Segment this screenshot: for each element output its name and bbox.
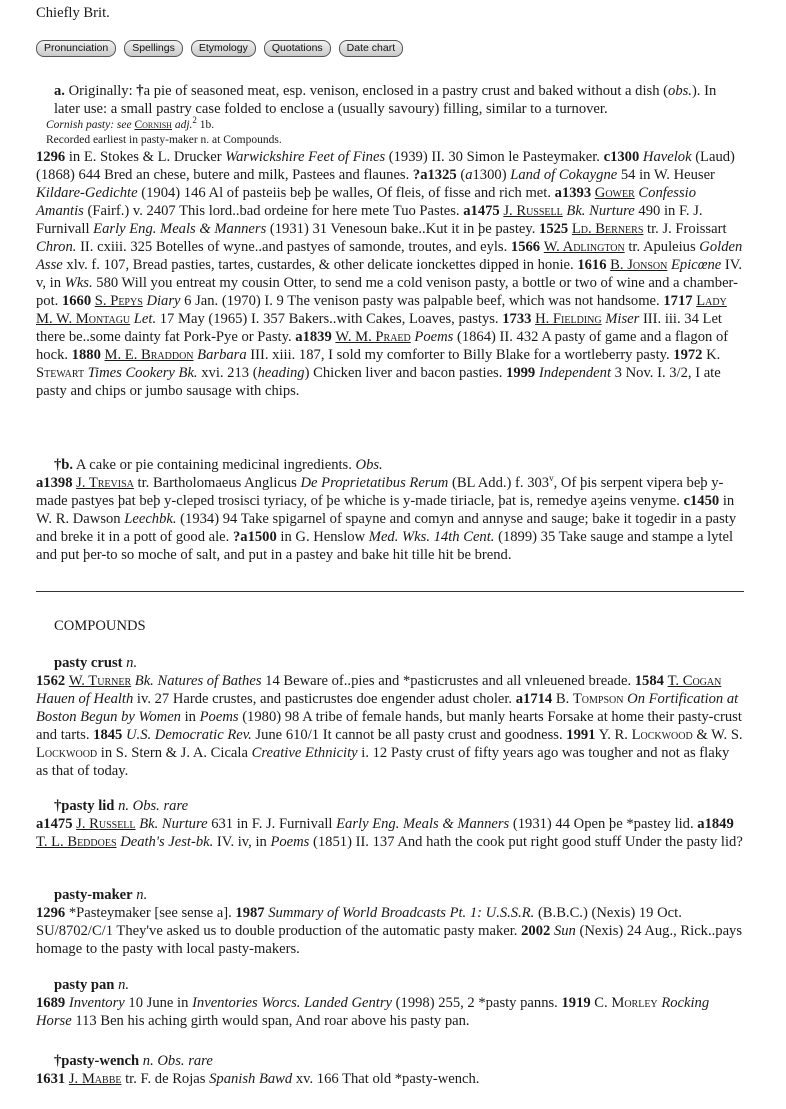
author-link[interactable]: Gower [594,185,635,201]
sense-a-quotations: 1296 in E. Stokes & L. Drucker Warwickshire Feet of Fines (1939) II. 30 Simon le Pasteymaker. c1300 Havelok (Laud) (1868) 644 Bred an chese, butere and milk, Pastees and flaunes. ?a1325 (a1300) Land of Cokaygne 54 in W. Heuser Kildare-Gedichte (1904) 146 Al of pasteiis beþ þe walles, Of fleis, of fisse and rich met. a1393 Gower Confessio Amantis (Fairf.) v. 2407 This lord..bad ordeine for here mete Tuo Pastes. a1475 J. Russell Bk. Nurture 490 in F. J. Furnivall Early Eng. Meals & Manners (1931) 31 Venesoun bake..Kut it in þe pastey. 1525 Ld. Berners tr. J. Froissart Chron. II. cxiii. 325 Botelles of wyne..and pastyes of samonde, troutes, and eyls. 1566 W. Adlington tr. Apuleius Golden Asse xlv. f. 107, Bread pasties, tartes, custardes, & other delicate ionckettes dipped in honie. 1616 B. Jonson Epicœne IV. v, in Wks. 580 Will you entreat my cousin Otter, to send me a cold venison pasty, a bottle or two of wine and a chamber-pot. 1660 S. Pepys Diary 6 Jan. (1970) I. 9 The venison pasty was palpable beef, which was not handsome. 1717 Lady M. W. Montagu Let. 17 May (1965) I. 357 Bakers..with Cakes, Loaves, pastys. 1733 H. Fielding Miser III. iii. 34 Let there be..some dainty fat Pork-Pye or Pasty. a1839 W. M. Praed Poems (1864) II. 432 A pasty of game and a flagon of hock. 1880 M. E. Braddon Barbara III. xiii. 187, I sold my comforter to Billy Blake for a wortleberry pasty. 1972 K. Stewart Times Cookery Bk. xvi. 213 (heading) Chicken liver and bacon pasties. 1999 Independent 3 Nov. I. 3/2, I ate pasty and chips or jumbo sausage with chips. [36,149,743,399]
sense-a-definition: a. Originally: †a pie of seasoned meat, esp. venison, enclosed in a pastry crust and baked without a dish (obs.). In later use: a small pastry case folded to enclose a (usually savoury) filling, similar to a turnover. [54,83,717,117]
compound-quotations: a1475 J. Russell Bk. Nurture 631 in F. J. Furnivall Early Eng. Meals & Manners (1931) 44 Open þe *pastey lid. a1849 T. L. Beddoes Death's Jest-bk. IV. iv, in Poems (1851) II. 137 And hath the cook put right good stuff Under the pasty lid? [36,816,743,850]
author-link[interactable]: M. E. Braddon [104,347,194,363]
tab-etymology[interactable]: Etymology [191,40,256,57]
author-link[interactable]: W. Adlington [543,239,625,255]
author-link[interactable]: W. M. Praed [335,329,411,345]
compound-quotations: 1562 W. Turner Bk. Natures of Bathes 14 Beware of..pies and *pasticrustes and all vnleuened breade. 1584 T. Cogan Hauen of Health iv. 27 Harde crustes, and pasticrustes doe engender adust choler. a1714 B. Tompson On Fortification at Boston Begun by Women in Poems (1980) 98 A tribe of female hands, but manly hearts Forsake at home their pasty-crust and tarts. 1845 U.S. Democratic Rev. June 610/1 It cannot be all pasty crust and goodness. 1991 Y. R. Lockwood & W. S. Lockwood in S. Stern & J. A. Cicala Creative Ethnicity i. 12 Pasty crust of fifty years ago was tougher and not as flaky as that of today. [36,673,743,779]
author-link[interactable]: W. Turner [68,673,132,689]
region-label: Chiefly Brit. [36,5,110,21]
compound-pasty-maker [36,886,744,958]
entry-tab-bar [36,40,403,57]
author-link[interactable]: J. Trevisa [76,475,134,491]
sense-a [36,82,744,400]
author-link[interactable]: Lady M. W. Montagu [36,293,727,327]
obsolete-dagger-icon: † [54,798,62,814]
compound-pasty-lid [36,797,744,851]
author-link[interactable]: H. Fielding [535,311,602,327]
author-link[interactable]: J. Russell [76,816,136,832]
sense-a-recorded-note: Recorded earliest in pasty-maker n. at Compounds. [46,134,282,146]
crossref-link-cornish[interactable]: Cornish [134,119,172,131]
author-link[interactable]: T. L. Beddoes [36,834,117,850]
compound-quotations: 1296 *Pasteymaker [see sense a]. 1987 Summary of World Broadcasts Pt. 1: U.S.S.R. (B.B.C.) (Nexis) 19 Oct. SU/8702/C/1 They've asked us to double production of the automatic pasty maker. 2002 Sun (Nexis) 24 Aug., Rick..pays homage to the pasty with local pasty-makers. [36,905,743,957]
sense-b [36,456,744,564]
author-link[interactable]: T. Cogan [667,673,722,689]
tab-pronunciation[interactable]: Pronunciation [36,40,116,57]
compound-quotations: 1689 Inventory 10 June in Inventories Worcs. Landed Gentry (1998) 255, 2 *pasty panns. 1919 C. Morley Rocking Horse 113 Ben his aching girth would span, And roar above his pasty pan. [36,995,710,1029]
tab-date-chart[interactable]: Date chart [339,40,403,57]
author-link[interactable]: J. Russell [503,203,563,219]
compound-pasty-wench [36,1052,744,1088]
compound-lemma: pasty crust n. [54,655,138,671]
compounds-heading: COMPOUNDS [54,618,146,634]
section-divider [36,591,744,592]
tab-quotations[interactable]: Quotations [264,40,331,57]
sense-b-quotations: a1398 J. Trevisa tr. Bartholomaeus Anglicus De Proprietatibus Rerum (BL Add.) f. 303$^v$, Of þis serpent vipera beþ y-made pastyes þat beþ y-cleped trosisci tyriacy, of þe whiche is y-made tiriacle, þat is, remedye aȝeins venyme. c1450 in W. R. Dawson Leechbk. (1934) 94 Take spigarnel of spayne and comyn and annyse and sauge; bake it togedir in a pasty and breke it in a pott of good ale. ?a1500 in G. Henslow Med. Wks. 14th Cent. (1899) 35 Take sauge and stampe a lytel and put þer-to so moche of salt, and put in a pastey and bake hit tille hit be brend. [36,473,737,563]
sense-a-crossref: Cornish pasty: see Cornish adj.$^2$ 1b. [46,115,215,131]
obsolete-dagger-icon: † [54,457,62,473]
compound-pasty-pan [36,976,744,1030]
author-link[interactable]: Ld. Berners [571,221,644,237]
author-link[interactable]: B. Jonson [610,257,668,273]
author-link[interactable]: J. Mabbe [68,1071,122,1087]
obsolete-dagger-icon: † [136,83,144,99]
sense-b-definition: †b. A cake or pie containing medicinal ingredients. Obs. [54,457,383,473]
tab-spellings[interactable]: Spellings [124,40,183,57]
obsolete-dagger-icon: † [54,1053,62,1069]
compound-pasty-crust [36,654,744,780]
author-link[interactable]: S. Pepys [94,293,143,309]
compound-lemma: pasty-maker n. [54,887,148,903]
compound-quotations: 1631 J. Mabbe tr. F. de Rojas Spanish Bawd xv. 166 That old *pasty-wench. [36,1071,480,1087]
compound-lemma: †pasty lid n. Obs. rare [54,798,189,814]
compound-lemma: †pasty-wench n. Obs. rare [54,1053,213,1069]
compound-lemma: pasty pan n. [54,977,130,993]
